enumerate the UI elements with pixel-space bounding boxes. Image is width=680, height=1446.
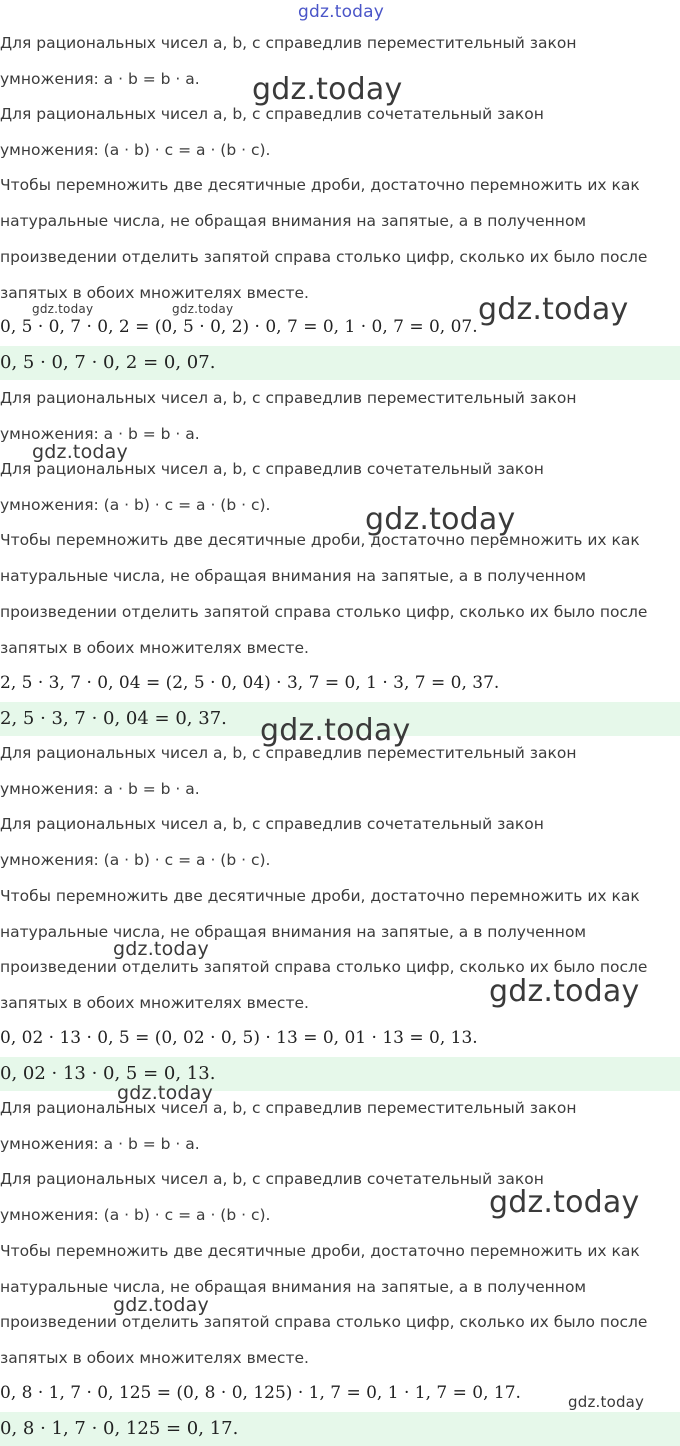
solution-calc: 0, 02 · 13 · 0, 5 = (0, 02 · 0, 5) · 13 = 0, 01 · 13 = 0, 13. <box>0 1028 478 1048</box>
solution-calc: 2, 5 · 3, 7 · 0, 04 = (2, 5 · 0, 04) · 3, 7 = 0, 1 · 3, 7 = 0, 37. <box>0 673 500 693</box>
rule-decimal-line-1: Чтобы перемножить две десятичные дроби, достаточно перемножить их как <box>0 887 640 905</box>
rule-decimal-line-3: произведении отделить запятой справа столько цифр, сколько их было после <box>0 248 648 266</box>
solution-answer-text: 0, 8 · 1, 7 · 0, 125 = 0, 17. <box>0 1418 239 1439</box>
watermark: gdz.today <box>365 502 516 537</box>
watermark: gdz.today <box>32 441 128 463</box>
associative-formula: умножения: (a · b) · c = a · (b · c). <box>0 496 271 514</box>
associative-formula: умножения: (a · b) · c = a · (b · c). <box>0 1206 271 1224</box>
solution-answer-text: 0, 02 · 13 · 0, 5 = 0, 13. <box>0 1063 216 1084</box>
rule-commutative: Для рациональных чисел a, b, c справедлив переместительный закон <box>0 1099 577 1117</box>
commutative-formula: умножения: a · b = b · a. <box>0 425 200 443</box>
watermark: gdz.today <box>113 938 209 960</box>
rule-decimal-line-4: запятых в обоих множителях вместе. <box>0 639 309 657</box>
rule-associative: Для рациональных чисел a, b, c справедлив сочетательный закон <box>0 815 544 833</box>
commutative-formula: умножения: a · b = b · a. <box>0 780 200 798</box>
rule-associative: Для рациональных чисел a, b, c справедлив сочетательный закон <box>0 1170 544 1188</box>
rule-decimal-line-3: произведении отделить запятой справа столько цифр, сколько их было после <box>0 1313 648 1331</box>
rule-commutative: Для рациональных чисел a, b, c справедлив переместительный закон <box>0 744 577 762</box>
watermark: gdz.today <box>117 1082 213 1104</box>
solution-answer <box>0 1057 680 1091</box>
rule-decimal-line-2: натуральные числа, не обращая внимания на запятые, а в полученном <box>0 923 587 941</box>
watermark: gdz.today <box>489 1185 640 1220</box>
rule-decimal-line-1: Чтобы перемножить две десятичные дроби, достаточно перемножить их как <box>0 531 640 549</box>
rule-decimal-line-1: Чтобы перемножить две десятичные дроби, достаточно перемножить их как <box>0 176 640 194</box>
rule-decimal-line-2: натуральные числа, не обращая внимания на запятые, а в полученном <box>0 212 587 230</box>
rule-decimal-line-2: натуральные числа, не обращая внимания на запятые, а в полученном <box>0 1278 587 1296</box>
solution-answer <box>0 346 680 380</box>
rule-decimal-line-3: произведении отделить запятой справа столько цифр, сколько их было после <box>0 603 648 621</box>
solution-answer <box>0 1412 680 1446</box>
commutative-formula: умножения: a · b = b · a. <box>0 70 200 88</box>
rule-decimal-line-1: Чтобы перемножить две десятичные дроби, достаточно перемножить их как <box>0 1242 640 1260</box>
solution-calc: 0, 5 · 0, 7 · 0, 2 = (0, 5 · 0, 2) · 0, 7 = 0, 1 · 0, 7 = 0, 07. <box>0 317 478 337</box>
watermark: gdz.today <box>32 302 94 316</box>
watermark: gdz.today <box>260 713 411 748</box>
associative-formula: умножения: (a · b) · c = a · (b · c). <box>0 851 271 869</box>
rule-decimal-line-4: запятых в обоих множителях вместе. <box>0 994 309 1012</box>
associative-formula: умножения: (a · b) · c = a · (b · c). <box>0 141 271 159</box>
solution-answer-text: 2, 5 · 3, 7 · 0, 04 = 0, 37. <box>0 708 227 729</box>
watermark: gdz.today <box>568 1393 645 1411</box>
rule-decimal-line-2: натуральные числа, не обращая внимания на запятые, а в полученном <box>0 567 587 585</box>
watermark: gdz.today <box>298 2 385 22</box>
rule-decimal-line-4: запятых в обоих множителях вместе. <box>0 284 309 302</box>
watermark: gdz.today <box>113 1294 209 1316</box>
watermark: gdz.today <box>478 292 629 327</box>
rule-associative: Для рациональных чисел a, b, c справедлив сочетательный закон <box>0 105 544 123</box>
rule-commutative: Для рациональных чисел a, b, c справедлив переместительный закон <box>0 34 577 52</box>
commutative-formula: умножения: a · b = b · a. <box>0 1135 200 1153</box>
rule-decimal-line-4: запятых в обоих множителях вместе. <box>0 1349 309 1367</box>
rule-commutative: Для рациональных чисел a, b, c справедлив переместительный закон <box>0 389 577 407</box>
rule-decimal-line-3: произведении отделить запятой справа столько цифр, сколько их было после <box>0 958 648 976</box>
solution-calc: 0, 8 · 1, 7 · 0, 125 = (0, 8 · 0, 125) · 1, 7 = 0, 1 · 1, 7 = 0, 17. <box>0 1383 521 1403</box>
watermark: gdz.today <box>489 974 640 1009</box>
rule-associative: Для рациональных чисел a, b, c справедлив сочетательный закон <box>0 460 544 478</box>
solution-answer-text: 0, 5 · 0, 7 · 0, 2 = 0, 07. <box>0 352 216 373</box>
watermark: gdz.today <box>252 72 403 107</box>
watermark: gdz.today <box>172 302 234 316</box>
